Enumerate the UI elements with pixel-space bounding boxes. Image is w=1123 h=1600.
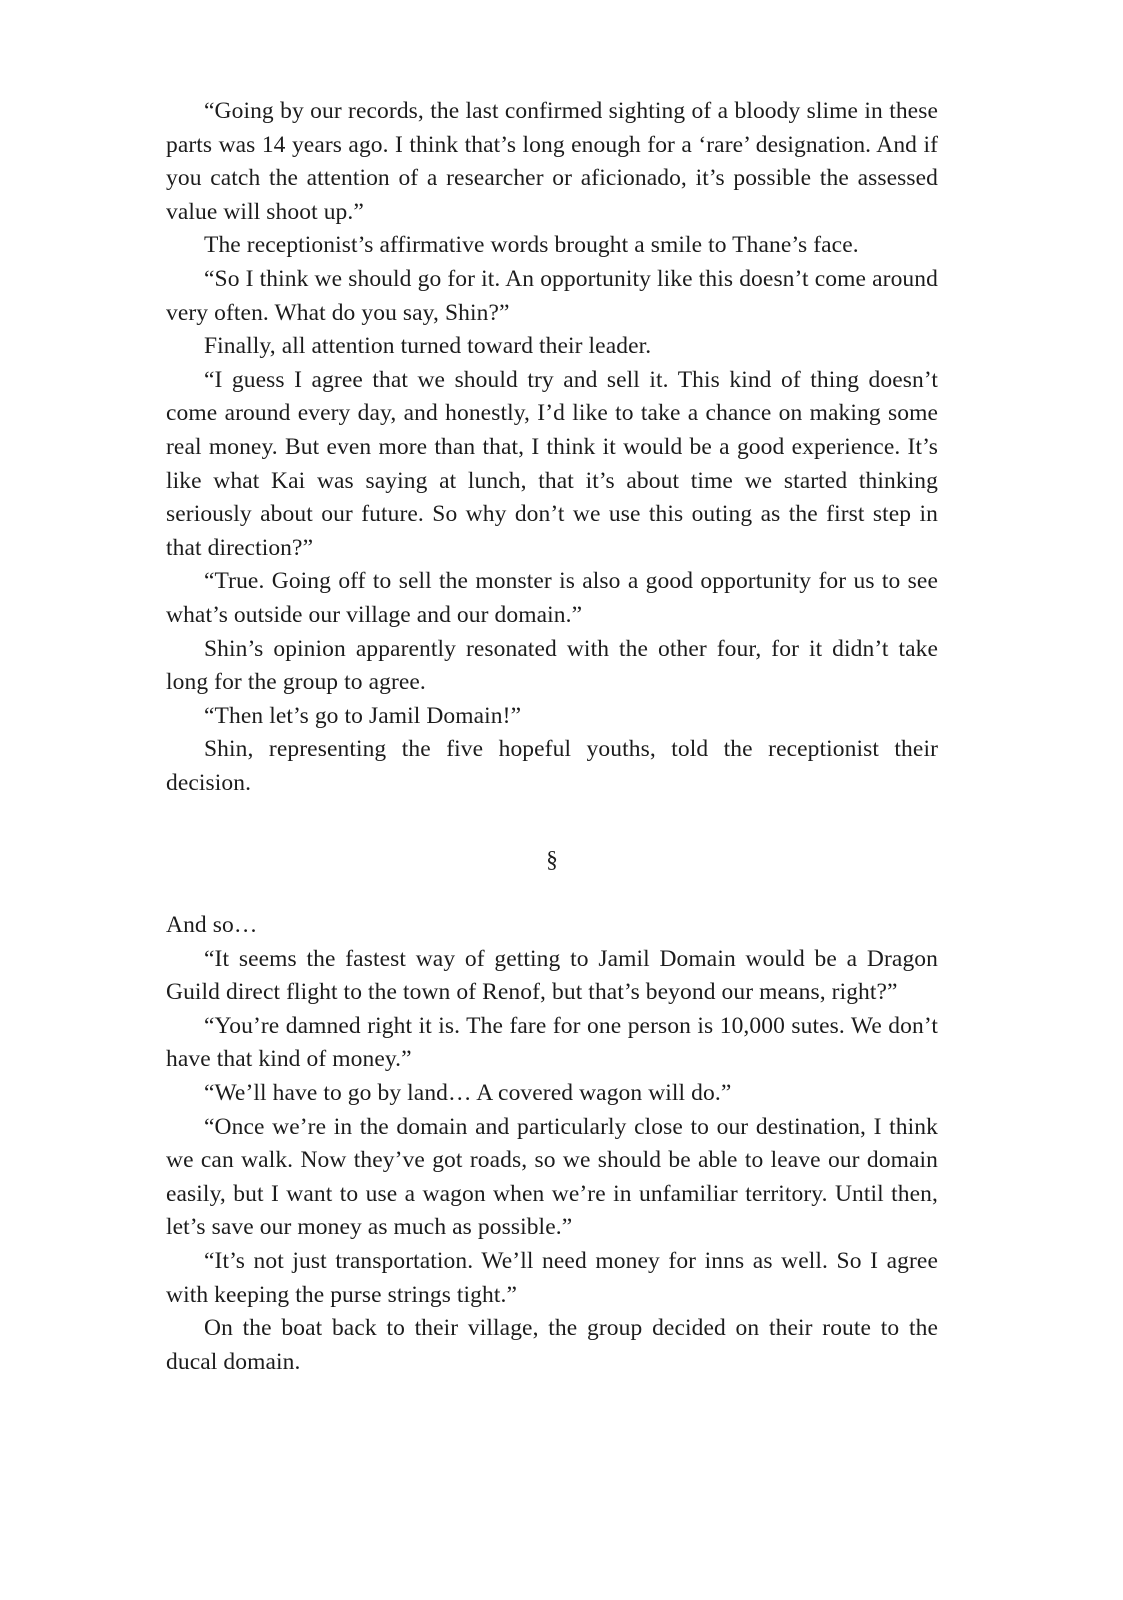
- dialogue-paragraph: “It seems the fastest way of getting to Jamil Domain would be a Dragon Guild direct flight to the town of Renof, but that’s beyond our means, right?”: [166, 945, 938, 1006]
- narration-paragraph: The receptionist’s affirmative words brought a smile to Thane’s face.: [204, 232, 859, 259]
- section-break-symbol: §: [546, 847, 558, 874]
- narration-paragraph: Shin’s opinion apparently resonated with the other four, for it didn’t take long for the group to agree.: [166, 635, 938, 696]
- dialogue-paragraph: “I guess I agree that we should try and sell it. This kind of thing doesn’t come around every day, and honestly, I’d like to take a chance on making some real money. But even more than that, I think it would be a good experience. It’s like what Kai was saying at lunch, that it’s about time we started thinking seriously about our future. So why don’t we use this outing as the first step in that direction?”: [166, 366, 938, 561]
- narration-paragraph: Shin, representing the five hopeful youths, told the receptionist their decision.: [166, 736, 938, 796]
- dialogue-paragraph: “We’ll have to go by land… A covered wagon will do.”: [204, 1080, 732, 1107]
- dialogue-paragraph: “Going by our records, the last confirmed sighting of a bloody slime in these parts was 14 years ago. I think that’s long enough for a ‘rare’ designation. And if you catch the attention of a researcher or aficionado, it’s possible the assessed value will shoot up.”: [166, 98, 938, 225]
- dialogue-paragraph: “Then let’s go to Jamil Domain!”: [204, 702, 522, 729]
- narration-paragraph: And so…: [166, 912, 258, 939]
- narration-paragraph: On the boat back to their village, the group decided on their route to the ducal domain.: [166, 1315, 938, 1375]
- dialogue-paragraph: “You’re damned right it is. The fare for one person is 10,000 sutes. We don’t have that kind of money.”: [166, 1012, 938, 1073]
- dialogue-paragraph: “It’s not just transportation. We’ll need money for inns as well. So I agree with keeping the purse strings tight.”: [166, 1248, 938, 1308]
- dialogue-paragraph: “So I think we should go for it. An opportunity like this doesn’t come around very often. What do you say, Shin?”: [166, 265, 938, 326]
- dialogue-paragraph: “True. Going off to sell the monster is also a good opportunity for us to see what’s outside our village and our domain.”: [166, 568, 938, 628]
- dialogue-paragraph: “Once we’re in the domain and particularly close to our destination, I think we can walk. Now they’ve got roads, so we should be able to leave our domain easily, but I want to use a wagon when we’re in unfamiliar territory. Until then, let’s save our money as much as possible.”: [166, 1113, 938, 1241]
- narration-paragraph: Finally, all attention turned toward their leader.: [204, 333, 652, 360]
